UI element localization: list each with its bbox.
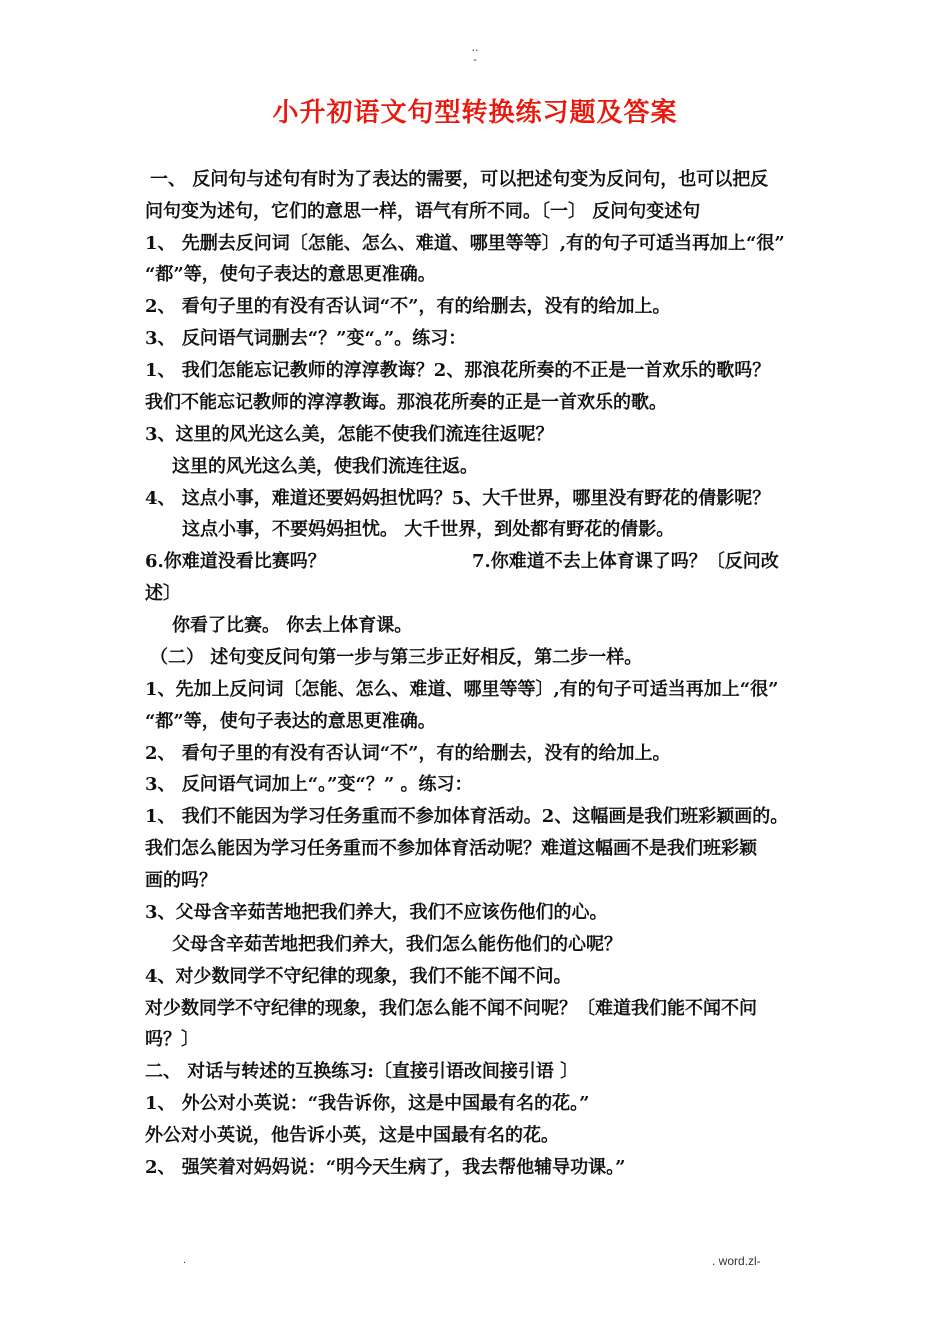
body-line: 3、 反问语气词加上“。”变“？” 。练习：	[145, 774, 473, 795]
body-line: 2、 看句子里的有没有否认词“不”，有的给删去，没有的给加上。	[145, 296, 671, 317]
body-line: 一、 反问句与述句有时为了表达的需要，可以把述句变为反问句，也可以把反	[150, 169, 769, 190]
document-title: 小升初语文句型转换练习题及答案	[272, 98, 678, 128]
body-line: 3、 反问语气词删去“？”变“。”。练习：	[145, 328, 467, 349]
body-line: （二） 述句变反问句第一步与第三步正好相反，第二步一样。	[150, 647, 643, 668]
body-line: 我们怎么能因为学习任务重而不参加体育活动呢？难道这幅画不是我们班彩颖	[145, 838, 757, 859]
body-line: 这点小事，不要妈妈担忧。 大千世界，到处都有野花的倩影。	[182, 519, 675, 540]
body-line: 吗？〕	[145, 1029, 199, 1050]
body-line: “都”等，使句子表达的意思更准确。	[145, 264, 436, 285]
body-line: 3、父母含辛茹苦地把我们养大，我们不应该伤他们的心。	[145, 902, 608, 923]
body-line: 父母含辛茹苦地把我们养大，我们怎么能伤他们的心呢？	[172, 934, 622, 955]
body-line: 1、 我们怎能忘记教师的淳淳教诲？2、那浪花所奏的不正是一首欢乐的歌吗？	[145, 360, 771, 381]
header-mark-text: .. -	[471, 41, 479, 66]
body-line: 我们不能忘记教师的淳淳教诲。那浪花所奏的正是一首欢乐的歌。	[145, 392, 667, 413]
body-line: 1、先加上反问词〔怎能、怎么、难道、哪里等等〕,有的句子可适当再加上“很”	[145, 679, 779, 700]
footer-source: . word.zl-	[712, 1254, 761, 1268]
body-line: 6.你难道没看比赛吗？	[145, 551, 326, 572]
body-line: 1、 先删去反问词〔怎能、怎么、难道、哪里等等〕,有的句子可适当再加上“很”	[145, 233, 785, 254]
body-line: 述〕	[145, 583, 181, 604]
body-line: 2、 强笑着对妈妈说：“明今天生病了，我去帮他辅导功课。”	[145, 1157, 626, 1178]
header-mark	[0, 42, 950, 66]
body-line: 这里的风光这么美，使我们流连往返。	[172, 456, 478, 477]
body-line: 2、 看句子里的有没有否认词“不”，有的给删去，没有的给加上。	[145, 743, 671, 764]
body-line: 4、对少数同学不守纪律的现象，我们不能不闻不问。	[145, 966, 572, 987]
body-line: 外公对小英说，他告诉小英，这是中国最有名的花。	[145, 1125, 559, 1146]
body-line: 画的吗？	[145, 870, 217, 891]
footer-left-mark: .	[183, 1254, 187, 1266]
body-line: 问句变为述句，它们的意思一样，语气有所不同。〔一〕 反问句变述句	[145, 201, 701, 222]
body-line: 对少数同学不守纪律的现象，我们怎么能不闻不问呢？〔难道我们能不闻不问	[145, 998, 757, 1019]
body-line: 1、 外公对小英说：“我告诉你，这是中国最有名的花。”	[145, 1093, 590, 1114]
body-line: 你看了比赛。 你去上体育课。	[172, 615, 413, 636]
body-line: “都”等，使句子表达的意思更准确。	[145, 711, 436, 732]
body-line: 二、 对话与转述的互换练习:〔直接引语改间接引语 〕	[145, 1061, 579, 1082]
body-line: 1、 我们不能因为学习任务重而不参加体育活动。2、这幅画是我们班彩颖画的。	[145, 806, 789, 827]
body-line: 4、 这点小事，难道还要妈妈担忧吗？5、大千世界，哪里没有野花的倩影呢？	[145, 488, 771, 509]
body-line: 7.你难道不去上体育课了吗？〔反问改	[472, 551, 779, 572]
body-line: 3、这里的风光这么美，怎能不使我们流连往返呢？	[145, 424, 554, 445]
